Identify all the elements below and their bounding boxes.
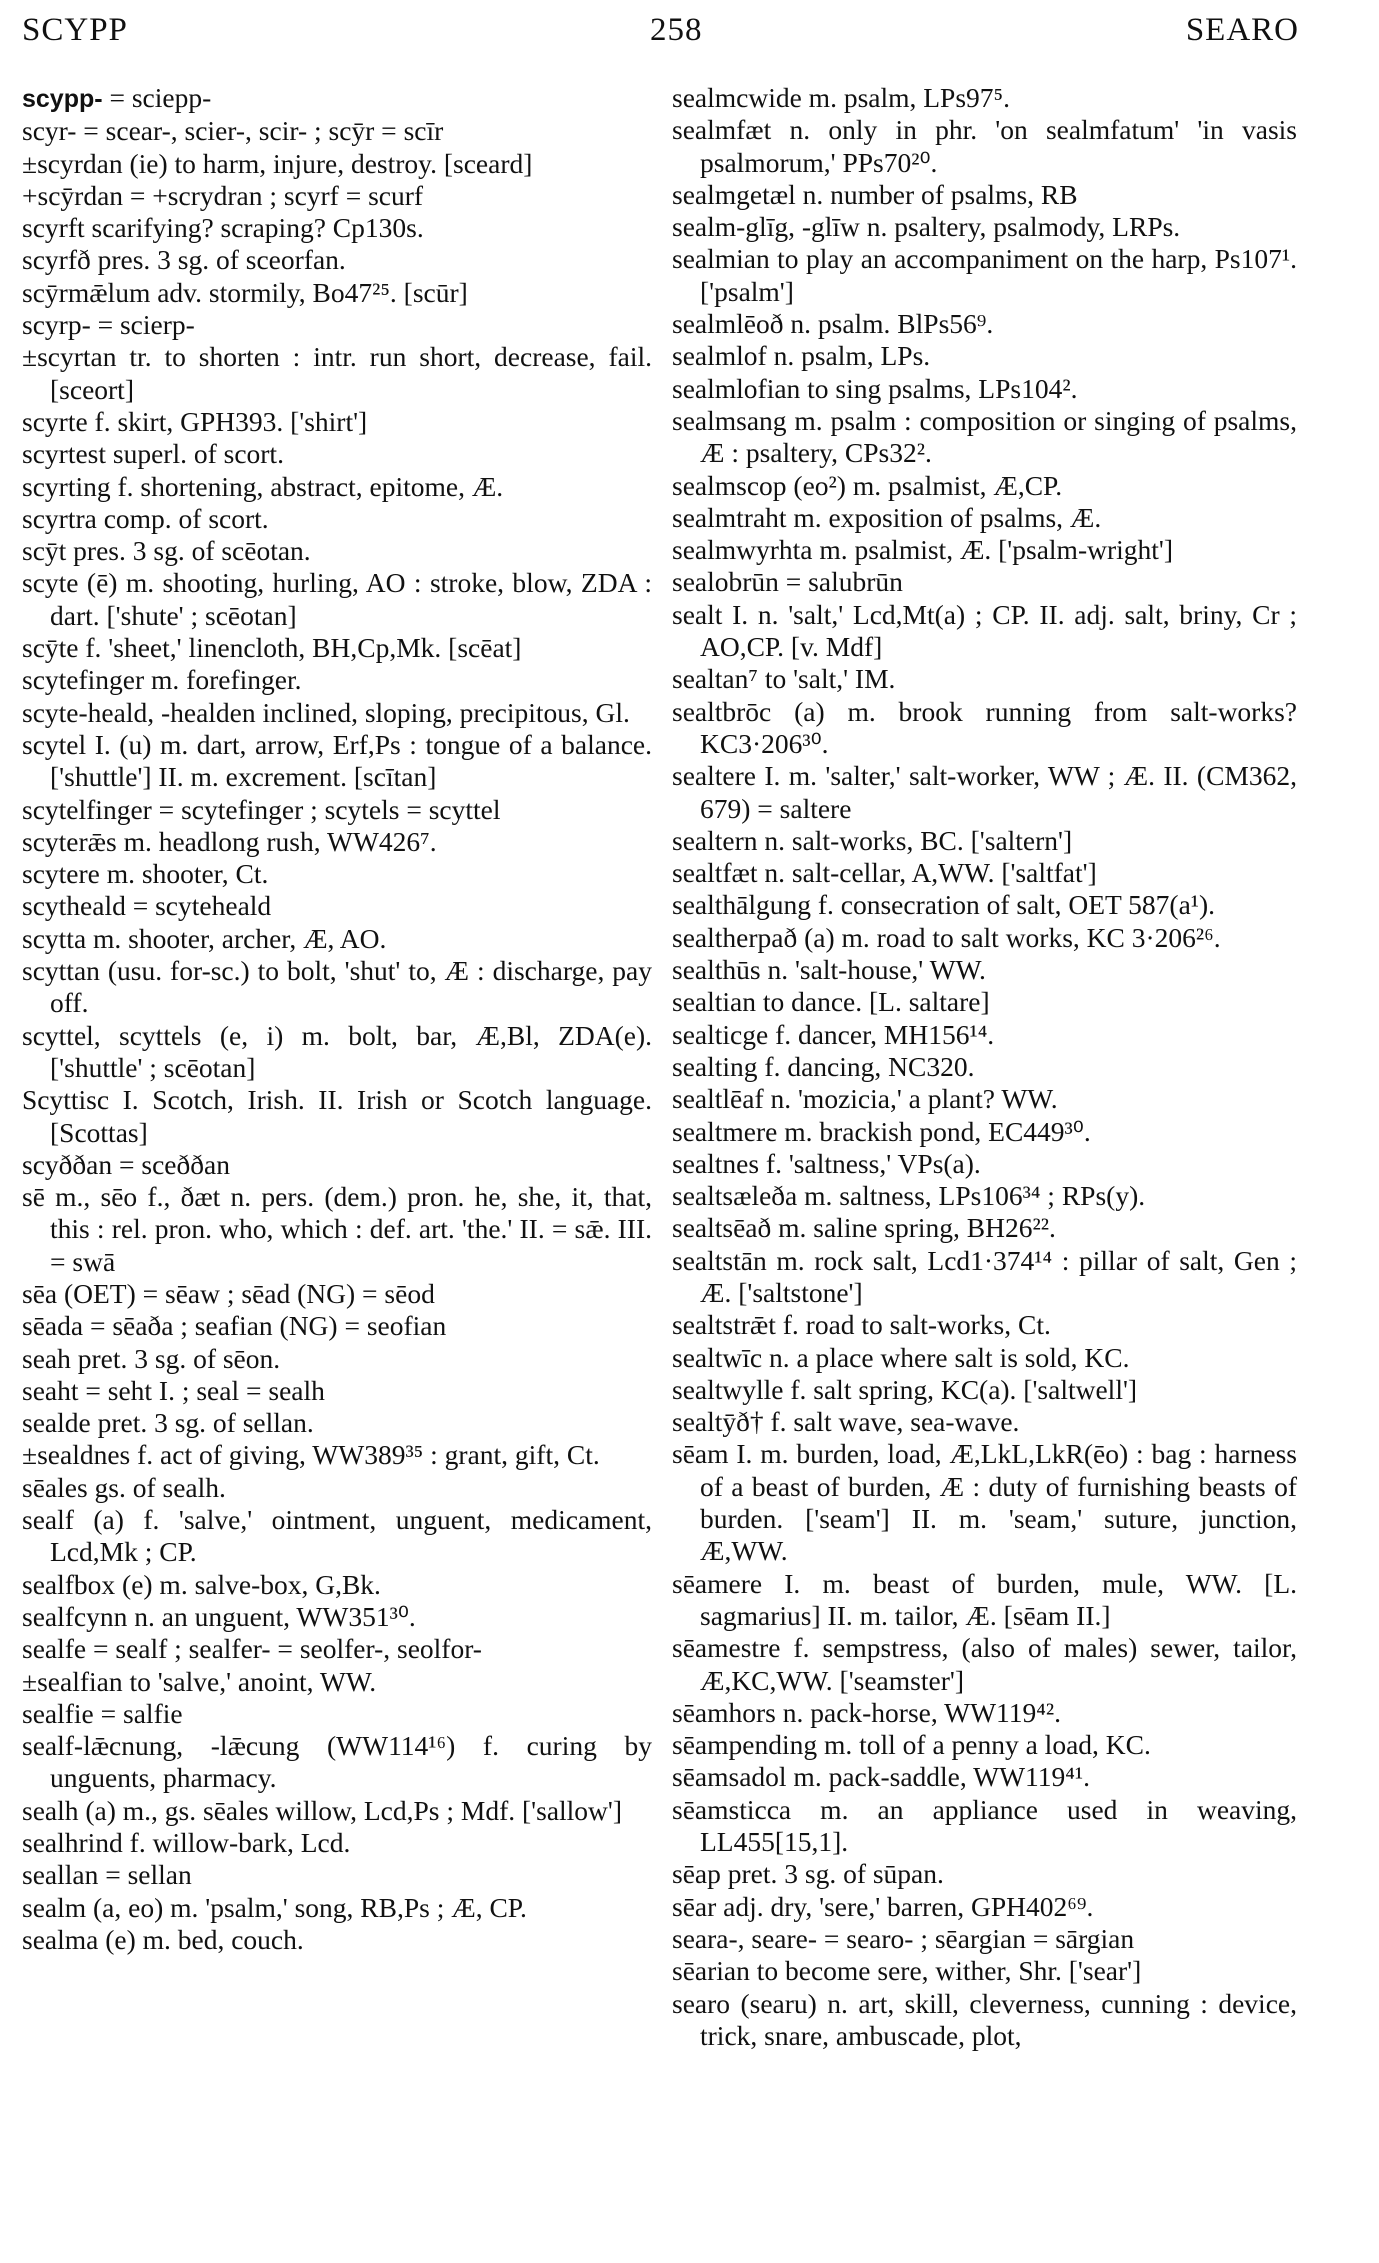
dictionary-entry xyxy=(22,1601,652,1633)
dictionary-entry xyxy=(672,1212,1297,1244)
dictionary-entry xyxy=(672,1761,1297,1793)
entry-text: sealtsēað m. saline spring, BH26²². xyxy=(672,1212,1056,1244)
entry-text: scyrp- = scierp- xyxy=(22,309,195,341)
dictionary-entry xyxy=(22,664,652,696)
entry-text: sealmlof n. psalm, LPs. xyxy=(672,340,931,372)
dictionary-entry xyxy=(22,1084,652,1149)
dictionary-entry xyxy=(672,1116,1297,1148)
running-head-left: SCYPP xyxy=(22,12,128,48)
dictionary-entry xyxy=(672,1342,1297,1374)
dictionary-entry xyxy=(22,1924,652,1956)
dictionary-entry xyxy=(22,794,652,826)
entry-text: scyterǣs m. headlong rush, WW426⁷. xyxy=(22,825,437,857)
dictionary-entry xyxy=(22,955,652,1020)
dictionary-entry xyxy=(22,406,652,438)
dictionary-entry xyxy=(22,826,652,858)
entry-text: sēamsticca m. an appliance used in weaving, LL455[15,1]. xyxy=(672,1793,1297,1858)
entry-text: sealtnes f. 'saltness,' VPs(a). xyxy=(672,1147,981,1179)
entry-text: sealm (a, eo) m. 'psalm,' song, RB,Ps ; Æ, CP. xyxy=(22,1891,527,1923)
entry-text: scȳrmǣlum adv. stormily, Bo47²⁵. [scūr] xyxy=(22,276,468,308)
dictionary-entry xyxy=(672,373,1297,405)
entry-text: scyrting f. shortening, abstract, epitome, Æ. xyxy=(22,470,504,502)
dictionary-entry xyxy=(672,954,1297,986)
dictionary-entry xyxy=(672,1891,1297,1923)
entry-text: scȳte f. 'sheet,' linencloth, BH,Cp,Mk. [scēat] xyxy=(22,632,522,664)
dictionary-entry xyxy=(672,986,1297,1018)
entry-text: sealtmere m. brackish pond, EC449³⁰. xyxy=(672,1115,1091,1147)
entry-text: sealh (a) m., gs. sēales willow, Lcd,Ps ; Mdf. ['sallow'] xyxy=(22,1794,623,1826)
left-column xyxy=(22,82,652,1956)
dictionary-entry xyxy=(672,405,1297,470)
entry-text: sealmcwide m. psalm, LPs97⁵. xyxy=(672,82,1011,113)
dictionary-entry xyxy=(22,471,652,503)
entry-text: Scyttisc I. Scotch, Irish. II. Irish or Scotch language. [Scottas] xyxy=(22,1084,652,1148)
entry-text: sealtfæt n. salt-cellar, A,WW. ['saltfat'] xyxy=(672,857,1097,889)
entry-text: ±scyrdan (ie) to harm, injure, destroy. [sceard] xyxy=(22,147,533,179)
dictionary-entry xyxy=(22,890,652,922)
dictionary-entry xyxy=(672,1568,1297,1633)
entry-text: scyttan (usu. for-sc.) to bolt, 'shut' to, Æ : discharge, pay off. xyxy=(22,955,652,1019)
dictionary-entry xyxy=(672,1729,1297,1761)
dictionary-entry xyxy=(22,309,652,341)
dictionary-entry xyxy=(22,1730,652,1795)
entry-text: scyte (ē) m. shooting, hurling, AO : stroke, blow, ZDA : dart. ['shute' ; scēotan] xyxy=(22,567,652,631)
entry-text: scytta m. shooter, archer, Æ, AO. xyxy=(22,922,387,954)
dictionary-entry xyxy=(672,1438,1297,1567)
entry-text: sealtstrǣt f. road to salt-works, Ct. xyxy=(672,1309,1051,1341)
dictionary-entry xyxy=(672,889,1297,921)
dictionary-entry xyxy=(672,1148,1297,1180)
page-number: 258 xyxy=(650,12,703,48)
entry-text: scyte-heald, -healden inclined, sloping, precipitous, Gl. xyxy=(22,696,630,728)
entry-text: sealtern n. salt-works, BC. ['saltern'] xyxy=(672,824,1073,856)
entry-text: scȳt pres. 3 sg. of scēotan. xyxy=(22,535,311,567)
dictionary-entry xyxy=(672,1309,1297,1341)
entry-text: ±sealfian to 'salve,' anoint, WW. xyxy=(22,1665,377,1697)
dictionary-entry xyxy=(672,1858,1297,1890)
dictionary-entry xyxy=(22,1149,652,1181)
entry-text: sealmscop (eo²) m. psalmist, Æ,CP. xyxy=(672,469,1063,501)
entry-text: +scȳrdan = +scrydran ; scyrf = scurf xyxy=(22,179,424,211)
entry-headword: scypp- xyxy=(22,85,103,113)
dictionary-entry xyxy=(672,340,1297,372)
entry-text: sealfe = sealf ; sealfer- = seolfer-, seolfor- xyxy=(22,1633,482,1665)
entry-text: sealtsæleða m. saltness, LPs106³⁴ ; RPs(y). xyxy=(672,1180,1146,1212)
entry-text: sēamhors n. pack-horse, WW119⁴². xyxy=(672,1696,1061,1728)
entry-text: sēamsadol m. pack-saddle, WW119⁴¹. xyxy=(672,1761,1090,1793)
dictionary-entry xyxy=(22,567,652,632)
entry-text: sē m., sēo f., ðæt n. pers. (dem.) pron. he, she, it, that, this : rel. pron. who, which : def. art. 'the.' II. = sǣ. III. = swā xyxy=(22,1181,652,1277)
dictionary-entry xyxy=(22,1343,652,1375)
dictionary-entry xyxy=(672,857,1297,889)
dictionary-entry xyxy=(22,697,652,729)
dictionary-entry xyxy=(22,1407,652,1439)
dictionary-entry xyxy=(22,1859,652,1891)
entry-text: sealhrind f. willow-bark, Lcd. xyxy=(22,1827,351,1859)
dictionary-entry xyxy=(672,696,1297,761)
dictionary-entry xyxy=(22,1504,652,1569)
dictionary-entry xyxy=(672,1955,1297,1987)
entry-text: scytheald = scyteheald xyxy=(22,890,272,922)
entry-text: sēamestre f. sempstress, (also of males) sewer, tailor, Æ,KC,WW. ['seamster'] xyxy=(672,1632,1297,1696)
entry-text: sealm-glīg, -glīw n. psaltery, psalmody, LRPs. xyxy=(672,211,1181,243)
entry-text: sealtwīc n. a place where salt is sold, KC. xyxy=(672,1341,1130,1373)
entry-text: sealtere I. m. 'salter,' salt-worker, WW ; Æ. II. (CM362, 679) = saltere xyxy=(672,760,1297,824)
entry-text: sealf (a) f. 'salve,' ointment, unguent, medicament, Lcd,Mk ; CP. xyxy=(22,1504,652,1568)
dictionary-entry xyxy=(672,470,1297,502)
entry-text: sealf-lǣcnung, -lǣcung (WW114¹⁶) f. curing by unguents, pharmacy. xyxy=(22,1730,652,1794)
entry-text: sealmian to play an accompaniment on the harp, Ps107¹. ['psalm'] xyxy=(672,243,1297,307)
dictionary-entry xyxy=(22,923,652,955)
entry-text: sealfie = salfie xyxy=(22,1697,183,1729)
entry-text: sealtwylle f. salt spring, KC(a). ['saltwell'] xyxy=(672,1373,1138,1405)
dictionary-entry xyxy=(22,1310,652,1342)
entry-text: sealmgetæl n. number of psalms, RB xyxy=(672,178,1078,210)
dictionary-entry xyxy=(22,1439,652,1471)
dictionary-entry xyxy=(22,729,652,794)
dictionary-entry xyxy=(22,212,652,244)
dictionary-entry xyxy=(672,922,1297,954)
dictionary-entry xyxy=(672,179,1297,211)
entry-text: sealmsang m. psalm : composition or singing of psalms, Æ : psaltery, CPs32². xyxy=(672,404,1297,469)
dictionary-entry xyxy=(672,502,1297,534)
entry-text: sealmfæt n. only in phr. 'on sealmfatum' 'in vasis psalmorum,' PPs70²⁰. xyxy=(672,114,1297,178)
entry-text: sēap pret. 3 sg. of sūpan. xyxy=(672,1858,944,1890)
dictionary-entry xyxy=(22,438,652,470)
running-head-right: SEARO xyxy=(1185,12,1299,48)
entry-text: = sciepp- xyxy=(102,82,212,113)
entry-text: ±sealdnes f. act of giving, WW389³⁵ : grant, gift, Ct. xyxy=(22,1439,600,1471)
right-column xyxy=(672,82,1297,2052)
dictionary-entry xyxy=(672,663,1297,695)
dictionary-entry xyxy=(672,599,1297,664)
dictionary-entry xyxy=(22,1020,652,1085)
entry-text: scytere m. shooter, Ct. xyxy=(22,858,269,890)
entry-text: sealtstān m. rock salt, Lcd1·374¹⁴ : pillar of salt, Gen ; Æ. ['saltstone'] xyxy=(672,1244,1297,1308)
entry-text: sealmtraht m. exposition of psalms, Æ. xyxy=(672,501,1102,533)
dictionary-entry xyxy=(22,341,652,406)
entry-text: seaht = seht I. ; seal = sealh xyxy=(22,1374,325,1406)
entry-text: scyrtest superl. of scort. xyxy=(22,438,284,470)
dictionary-entry xyxy=(672,1374,1297,1406)
entry-text: searo (searu) n. art, skill, cleverness, cunning : device, trick, snare, ambuscade, plot, xyxy=(672,1987,1297,2051)
dictionary-entry xyxy=(672,1988,1297,2053)
entry-text: sealthālgung f. consecration of salt, OET 587(a¹). xyxy=(672,889,1216,921)
entry-text: seara-, seare- = searo- ; sēargian = sārgian xyxy=(672,1922,1135,1954)
entry-text: sealde pret. 3 sg. of sellan. xyxy=(22,1407,314,1439)
dictionary-entry xyxy=(672,1019,1297,1051)
entry-text: scyrtra comp. of scort. xyxy=(22,502,269,534)
dictionary-entry xyxy=(672,114,1297,179)
dictionary-entry xyxy=(22,1633,652,1665)
dictionary-entry xyxy=(672,566,1297,598)
dictionary-entry xyxy=(22,115,652,147)
entry-text: sēarian to become sere, wither, Shr. ['sear'] xyxy=(672,1955,1142,1987)
dictionary-entry xyxy=(672,1406,1297,1438)
entry-text: sēales gs. of sealh. xyxy=(22,1471,226,1503)
dictionary-entry xyxy=(22,632,652,664)
dictionary-entry xyxy=(672,1245,1297,1310)
entry-text: sealma (e) m. bed, couch. xyxy=(22,1923,304,1955)
entry-text: seah pret. 3 sg. of sēon. xyxy=(22,1342,281,1374)
entry-text: scyððan = sceððan xyxy=(22,1148,230,1180)
entry-text: scytelfinger = scytefinger ; scytels = scyttel xyxy=(22,793,501,825)
entry-text: seallan = sellan xyxy=(22,1859,192,1891)
dictionary-entry xyxy=(22,1666,652,1698)
entry-text: sēar adj. dry, 'sere,' barren, GPH402⁶⁹. xyxy=(672,1890,1094,1922)
entry-text: sealtlēaf n. 'mozicia,' a plant? WW. xyxy=(672,1083,1058,1115)
entry-text: sealthūs n. 'salt-house,' WW. xyxy=(672,954,986,986)
dictionary-entry xyxy=(672,760,1297,825)
dictionary-entry xyxy=(672,1180,1297,1212)
entry-text: sealfbox (e) m. salve-box, G,Bk. xyxy=(22,1568,381,1600)
entry-text: scytel I. (u) m. dart, arrow, Erf,Ps : tongue of a balance. ['shuttle'] II. m. excrement. [scītan] xyxy=(22,728,652,793)
dictionary-entry xyxy=(22,1472,652,1504)
dictionary-entry xyxy=(22,277,652,309)
dictionary-entry xyxy=(22,1569,652,1601)
dictionary-entry xyxy=(22,244,652,276)
entry-text: scyrfð pres. 3 sg. of sceorfan. xyxy=(22,244,346,276)
dictionary-entry xyxy=(672,308,1297,340)
entry-text: sealtan⁷ to 'salt,' IM. xyxy=(672,663,896,695)
entry-text: sēampending m. toll of a penny a load, KC. xyxy=(672,1729,1151,1761)
entry-text: scyrft scarifying? scraping? Cp130s. xyxy=(22,212,424,244)
dictionary-entry xyxy=(672,1632,1297,1697)
dictionary-entry xyxy=(672,211,1297,243)
entry-text: sēa (OET) = sēaw ; sēad (NG) = sēod xyxy=(22,1277,435,1309)
dictionary-entry xyxy=(22,82,652,115)
entry-text: sealobrūn = salubrūn xyxy=(672,566,903,598)
dictionary-entry xyxy=(22,1892,652,1924)
dictionary-entry xyxy=(672,825,1297,857)
entry-text: scyrte f. skirt, GPH393. ['shirt'] xyxy=(22,405,368,437)
dictionary-entry xyxy=(22,858,652,890)
dictionary-entry xyxy=(672,1051,1297,1083)
entry-text: sealtȳð† f. salt wave, sea-wave. xyxy=(672,1406,1020,1438)
dictionary-entry xyxy=(22,180,652,212)
entry-text: sēada = sēaða ; seafian (NG) = seofian xyxy=(22,1310,447,1342)
entry-text: ±scyrtan tr. to shorten : intr. run short, decrease, fail. [sceort] xyxy=(22,341,652,405)
entry-text: sealtherpað (a) m. road to salt works, KC 3·206²⁶. xyxy=(672,921,1221,953)
entry-text: scytefinger m. forefinger. xyxy=(22,664,302,696)
entry-text: sealticge f. dancer, MH156¹⁴. xyxy=(672,1018,995,1050)
entry-text: sealtian to dance. [L. saltare] xyxy=(672,986,990,1018)
entry-text: sealting f. dancing, NC320. xyxy=(672,1050,975,1082)
dictionary-entry xyxy=(22,1278,652,1310)
dictionary-entry xyxy=(672,1697,1297,1729)
dictionary-entry xyxy=(672,243,1297,308)
dictionary-entry xyxy=(22,535,652,567)
dictionary-entry xyxy=(672,1794,1297,1859)
dictionary-entry xyxy=(22,1375,652,1407)
entry-text: sealmlofian to sing psalms, LPs104². xyxy=(672,372,1078,404)
dictionary-entry xyxy=(22,1181,652,1278)
dictionary-entry xyxy=(672,534,1297,566)
entry-text: scyttel, scyttels (e, i) m. bolt, bar, Æ,Bl, ZDA(e). ['shuttle' ; scēotan] xyxy=(22,1019,652,1083)
entry-text: sēam I. m. burden, load, Æ,LkL,LkR(ēo) : bag : harness of a beast of burden, Æ : duty of furnishing beasts of burden. ['seam'] II. m. 'seam,' suture, junction, Æ,WW. xyxy=(672,1438,1297,1567)
dictionary-entry xyxy=(22,148,652,180)
dictionary-entry xyxy=(22,1795,652,1827)
entry-text: sealmwyrhta m. psalmist, Æ. ['psalm-wright'] xyxy=(672,534,1174,566)
dictionary-entry xyxy=(672,1083,1297,1115)
dictionary-entry xyxy=(22,1698,652,1730)
entry-text: sealt I. n. 'salt,' Lcd,Mt(a) ; CP. II. adj. salt, briny, Cr ; AO,CP. [v. Mdf] xyxy=(672,598,1297,663)
dictionary-entry xyxy=(672,1923,1297,1955)
dictionary-entry xyxy=(22,1827,652,1859)
entry-text: scyr- = scear-, scier-, scir- ; scȳr = scīr xyxy=(22,115,444,147)
dictionary-entry xyxy=(672,82,1297,114)
entry-text: sēamere I. m. beast of burden, mule, WW. [L. sagmarius] II. m. tailor, Æ. [sēam II.] xyxy=(672,1567,1297,1631)
entry-text: sealmlēoð n. psalm. BlPs56⁹. xyxy=(672,308,994,340)
entry-text: sealtbrōc (a) m. brook running from salt-works? KC3·206³⁰. xyxy=(672,695,1297,759)
dictionary-entry xyxy=(22,503,652,535)
entry-text: sealfcynn n. an unguent, WW351³⁰. xyxy=(22,1600,416,1632)
